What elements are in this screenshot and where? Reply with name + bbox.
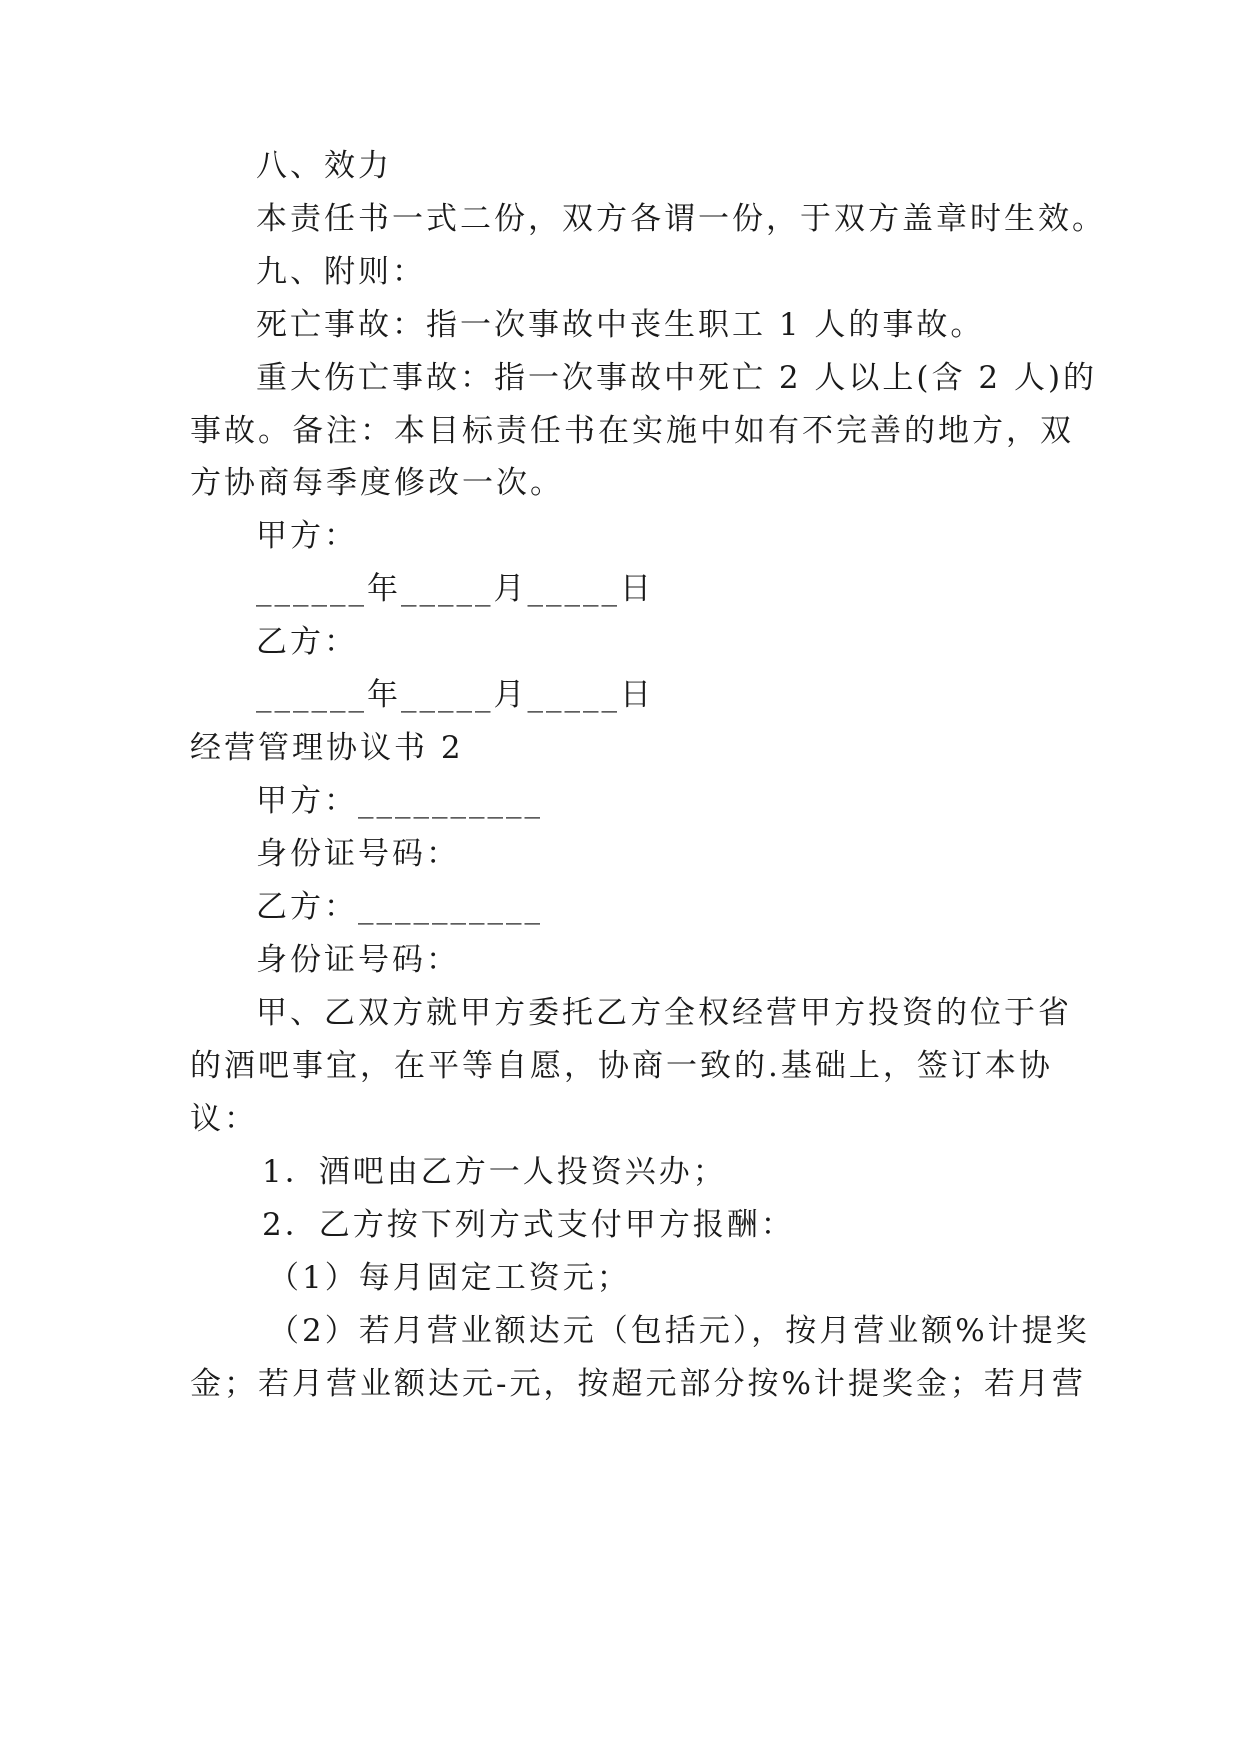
- paragraph-preamble-cont: 的酒吧事宜，在平等自愿，协商一致的.基础上，签订本协: [190, 1048, 1053, 1084]
- clause-1: 1．酒吧由乙方一人投资兴办；: [262, 1154, 727, 1190]
- paragraph-major-accident-end: 方协商每季度修改一次。: [190, 465, 564, 501]
- party-b-label: 乙方：: [256, 624, 358, 660]
- clause-2: 2．乙方按下列方式支付甲方报酬：: [262, 1207, 795, 1243]
- clause-2-item-2: （2）若月营业额达元（包括元），按月营业额%计提奖: [268, 1313, 1090, 1349]
- party-a-id-label: 身份证号码：: [256, 836, 460, 872]
- paragraph-preamble-end: 议：: [190, 1101, 258, 1137]
- agreement-title: 经营管理协议书 2: [190, 730, 464, 766]
- paragraph-major-accident: 重大伤亡事故：指一次事故中死亡 2 人以上(含 2 人)的: [256, 360, 1098, 396]
- party-a-name-line: 甲方：__________: [256, 783, 543, 819]
- paragraph-copies: 本责任书一式二份，双方各谓一份，于双方盖章时生效。: [256, 201, 1106, 237]
- paragraph-fatal-accident: 死亡事故：指一次事故中丧生职工 1 人的事故。: [256, 307, 985, 343]
- party-b-name-line: 乙方：__________: [256, 889, 543, 925]
- party-b-date-line: ______年_____月_____日: [256, 677, 654, 713]
- party-a-date-line: ______年_____月_____日: [256, 571, 654, 607]
- section-heading-appendix: 九、附则：: [256, 254, 426, 290]
- clause-2-item-2-cont: 金；若月营业额达元-元，按超元部分按%计提奖金；若月营: [190, 1366, 1086, 1402]
- party-b-id-label: 身份证号码：: [256, 942, 460, 978]
- paragraph-preamble: 甲、乙双方就甲方委托乙方全权经营甲方投资的位于省: [256, 995, 1072, 1031]
- clause-2-item-1: （1）每月固定工资元；: [268, 1260, 631, 1296]
- party-a-label: 甲方：: [256, 518, 358, 554]
- paragraph-major-accident-cont: 事故。备注：本目标责任书在实施中如有不完善的地方，双: [190, 413, 1074, 449]
- section-heading-effect: 八、效力: [256, 148, 392, 184]
